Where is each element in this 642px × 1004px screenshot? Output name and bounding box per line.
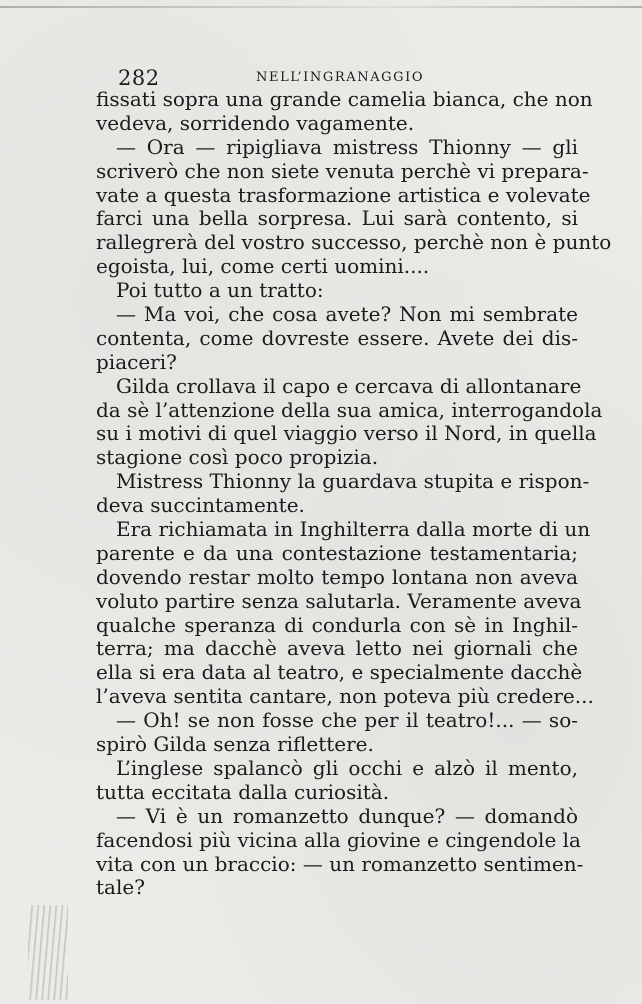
text-line: farci una bella sorpresa. Lui sarà contento, si xyxy=(96,206,578,231)
text-line: — Ora — ripigliava mistress Thionny — gli xyxy=(116,134,578,159)
text-line: Gilda crollava il capo e cercava di allontanare xyxy=(116,373,582,398)
text-line: vedeva, sorridendo vagamente. xyxy=(96,110,415,135)
text-line: scriverò che non siete venuta perchè vi prepara- xyxy=(96,158,589,183)
text-line: fissati sopra una grande camelia bianca, che non xyxy=(96,87,593,111)
text-line: tutta eccitata dalla curiosità. xyxy=(96,779,390,804)
text-line: Poi tutto a un tratto: xyxy=(116,278,324,303)
text-line: terra; ma dacchè aveva letto nei giornali che xyxy=(96,636,578,661)
text-line: vita con un braccio: — un romanzetto sentimen- xyxy=(96,851,584,876)
text-line: spirò Gilda senza riflettere. xyxy=(96,732,374,757)
page-number: 282 xyxy=(118,66,160,90)
text-line: deva succintamente. xyxy=(96,493,305,518)
text-line: voluto partire senza salutarla. Veramente aveva xyxy=(96,588,582,613)
text-line: tale? xyxy=(96,875,145,900)
running-head: NELL’INGRANAGGIO xyxy=(256,70,425,85)
text-line: contenta, come dovreste essere. Avete dei dis- xyxy=(96,325,578,350)
text-line: su i motivi di quel viaggio verso il Nord, in quella xyxy=(96,421,597,446)
body-text xyxy=(96,87,612,900)
text-line: dovendo restar molto tempo lontana non aveva xyxy=(96,564,578,589)
text-line: stagione così poco propizia. xyxy=(96,445,379,470)
margin-stain xyxy=(28,905,68,1000)
text-line: egoista, lui, come certi uomini.... xyxy=(96,254,430,279)
text-line: L’inglese spalancò gli occhi e alzò il mento, xyxy=(116,755,578,780)
text-line: Mistress Thionny la guardava stupita e rispon- xyxy=(116,469,590,494)
text-line: piaceri? xyxy=(96,349,177,374)
text-line: ella si era data al teatro, e specialmente dacchè xyxy=(96,660,583,685)
text-line: l’aveva sentita cantare, non poteva più credere... xyxy=(96,684,594,709)
text-line: parente e da una contestazione testamentaria; xyxy=(96,540,578,565)
text-line: Era richiamata in Inghilterra dalla morte di un xyxy=(116,517,591,542)
page-edge-shadow xyxy=(0,6,642,8)
text-line: — Oh! se non fosse che per il teatro!... — so- xyxy=(116,708,578,733)
text-line: rallegrerà del vostro successo, perchè non è punto xyxy=(96,230,612,255)
text-line: qualche speranza di condurla con sè in Inghil- xyxy=(96,612,578,637)
text-line: — Ma voi, che cosa avete? Non mi sembrate xyxy=(116,302,578,327)
text-line: — Vi è un romanzetto dunque? — domandò xyxy=(116,803,578,828)
text-line: facendosi più vicina alla giovine e cingendole la xyxy=(96,827,581,852)
text-line: da sè l’attenzione della sua amica, interrogandola xyxy=(96,397,603,422)
text-line: vate a questa trasformazione artistica e volevate xyxy=(96,182,591,207)
